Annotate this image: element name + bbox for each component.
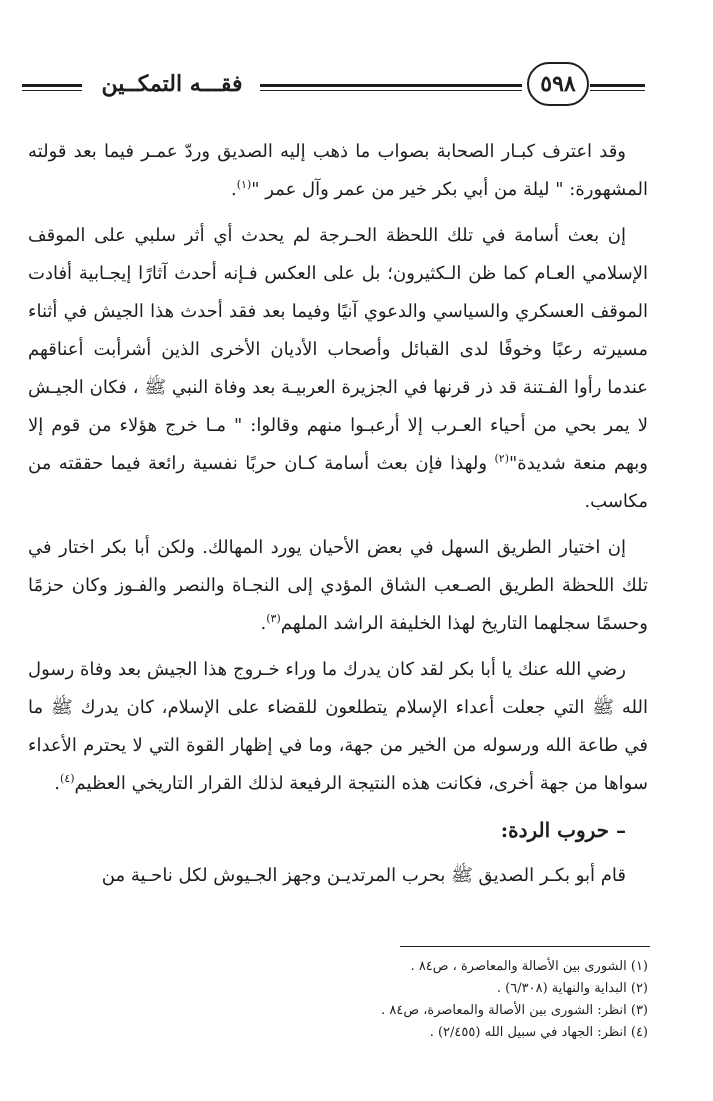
footnote-ref: (٣) (266, 612, 281, 625)
footnote-4: (٤) انظر: الجهاد في سبيل الله (٢/٤٥٥) . (429, 1025, 648, 1040)
paragraph-5 (28, 857, 648, 895)
paragraph-text: قام أبو بكـر الصديق ﷺ بحرب المرتديـن وجهز الجـيوش لكل ناحـية من (101, 865, 626, 886)
footnote-3: (٣) انظر: الشورى بين الأصالة والمعاصرة، ص٨٤ . (381, 1003, 648, 1018)
header-rule-middle (260, 84, 522, 91)
footnote-2: (٢) البداية والنهاية (٦/٣٠٨) . (496, 981, 648, 996)
paragraph-text: ولهذا فإن بعث أسامة كـان حربًا نفسية رائعة فيما حققته من مكاسب. (28, 453, 648, 512)
paragraph-text: رضي الله عنك يا أبا بكر لقد كان يدرك ما وراء خـروج هذا الجيش بعد وفاة رسول الله ﷺ التي جعلت أعداء الإسلام يتطلعون للقضاء على الإسلام، كان يدرك ﷺ ما في طاعة الله ورسوله من الخير من جهة، وما في إظهار القوة التي لا يحترم الأعداء سواها من جهة أخرى، فكانت هذه النتيجة الرفيعة لذلك القرار التاريخي العظيم (28, 659, 648, 794)
paragraph-text: وقد اعترف كبـار الصحابة بصواب ما ذهب إليه الصديق وردّ عمـر فيما بعد قولته المشهورة: " ليلة من أبي بكر خير من عمر وآل عمر " (28, 141, 648, 200)
paragraph-4 (28, 651, 648, 803)
body-text (28, 133, 648, 895)
footnote-1: (١) الشورى بين الأصالة والمعاصرة ، ص٨٤ . (410, 959, 648, 974)
footnotes (28, 956, 648, 1044)
running-title: فقـــه التمكــين (101, 71, 243, 97)
footnote-ref: (٢) (494, 452, 509, 465)
footnote-ref: (١) (236, 178, 252, 191)
paragraph-text: إن اختيار الطريق السهل في بعض الأحيان يورد المهالك. ولكن أبا بكر اختار في تلك اللحظة الطريق الصـعب الشاق المؤدي إلى النجـاة والنصر والفـوز وكان حزمًا وحسمًا سجلهما التاريخ لهذا الخليفة الراشد الملهم (28, 537, 648, 634)
page-number: ٥٩٨ (527, 62, 589, 106)
footnote-ref: (٤) (60, 772, 75, 785)
page-header (0, 60, 713, 110)
paragraph-text: إن بعث أسامة في تلك اللحظة الحـرجة لم يحدث أي أثر سلبي على الموقف الإسلامي العـام كما ظن الـكثيرون؛ بل على العكس فـإنه أحدث آثارًا إيجـابية أفادت الموقف العسكري والسياسي والدعوي آنيًا وفيما بعد فقد أحدث هذا الجيش في أثناء مسيرته رعبًا وخوفًا لدى القبائل وأصحاب الأديان الأخرى الذين أشرأبت أعناقهم عندما رأوا الفـتنة قد ذر قرنها في الجزيرة العربيـة بعد وفاة النبي ﷺ ، فكان الجيـش لا يمر بحي من أحياء العـرب إلا أرعبـوا منهم وقالوا: " مـا خرج هؤلاء من قوم إلا وبهم منعة شديدة" (28, 225, 649, 474)
period: . (54, 773, 61, 794)
header-rule-left (22, 84, 82, 91)
paragraph-3 (28, 529, 648, 643)
footnote-separator (400, 946, 650, 947)
period: . (260, 613, 267, 634)
header-rule-right (590, 84, 645, 91)
period: . (230, 179, 237, 200)
section-heading: – حروب الردة: (500, 818, 626, 842)
paragraph-2 (28, 217, 648, 521)
paragraph-1 (28, 133, 648, 209)
